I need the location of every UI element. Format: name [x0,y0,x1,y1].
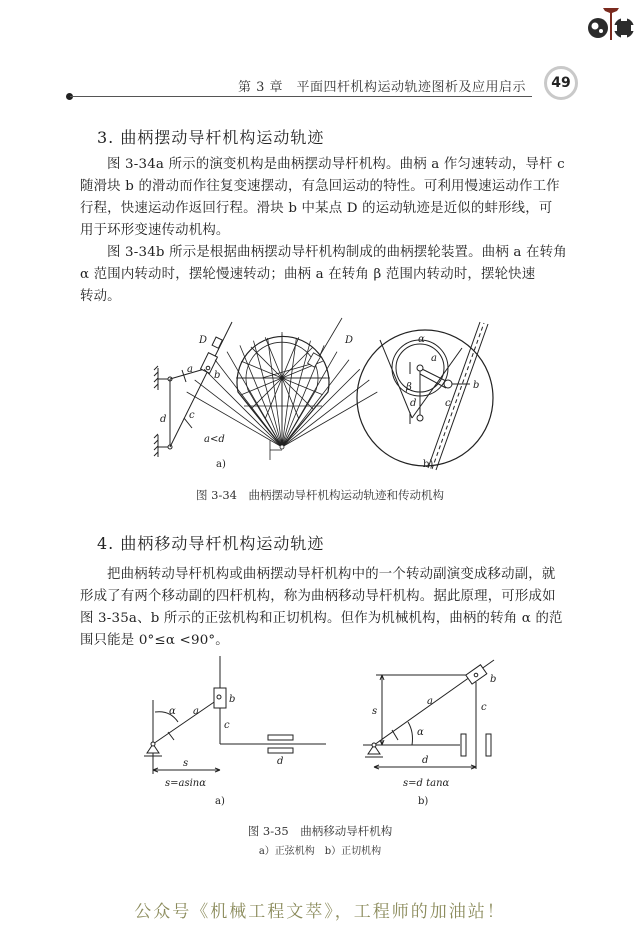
trajectory-ray [254,341,283,447]
section-3-paragraph-1 [80,154,565,242]
subfigure-label-b: b) [423,459,434,470]
label-c-b: c [445,398,451,409]
label-b-sine: b [229,694,236,705]
figure-3-34b-crank-wheel [357,322,493,470]
text-line: 随滑块 b 的滑动而作往复变速摆动，有急回运动的特性。可利用慢速运动作工作 [80,179,560,194]
figure-3-35-subcaption: a）正弦机构 b）正切机构 [258,846,382,857]
label-c-a: c [189,410,195,421]
figure-3-35-caption: 图 3-35 曲柄移动导杆机构 [247,824,393,838]
text-line: 行程，快速运动作返回行程。滑块 b 中某点 D 的运动轨迹是近似的蚌形线，可 [80,201,553,216]
text-line: 图 3-35a、b 所示的正弦机构和正切机构。但作为机械机构，曲柄的转角 α 的范 [80,611,563,626]
label-b-b: b [473,380,480,391]
label-d-sine: d [277,756,284,767]
trajectory-ray [187,392,282,447]
section-4-title: 4. 曲柄移动导杆机构运动轨迹 [97,534,325,553]
formula-tangent: s=d tanα [403,778,450,789]
label-alpha-b: α [418,334,425,345]
trajectory-ray [282,352,337,447]
text-line: 图 3-34a 所示的演变机构是曲柄摆动导杆机构。曲柄 a 作匀速转动，导杆 c [107,157,565,172]
section-3-paragraph-2 [80,242,567,308]
header-rule [70,96,532,97]
label-c-sine: c [224,720,230,731]
subfigure-label-b: b) [418,796,429,807]
label-b-tangent: b [490,674,497,685]
subfigure-label-a: a) [216,459,226,470]
label-alpha-tangent: α [417,727,424,738]
text-line: 围只能是 0°≤α <90°。 [80,633,229,648]
section-4-paragraph-1 [80,564,563,652]
label-d-a: d [160,414,167,425]
text-line: 形成了有两个移动副的四杆机构，称为曲柄移动导杆机构。据此原理，可形成如 [80,589,556,604]
figure-3-34-caption: 图 3-34 曲柄摆动导杆机构运动轨迹和传动机构 [196,488,444,502]
running-header [66,66,586,100]
label-d-b: d [410,398,417,409]
text-line: 图 3-34b 所示是根据曲柄摆动导杆机构制成的曲柄摆轮装置。曲柄 a 在转角 [107,245,567,260]
label-a-b: a [431,353,437,364]
trajectory-ray [282,392,377,447]
label-d-tangent: d [422,755,429,766]
label-b-a: b [214,370,221,381]
section-3-title: 3. 曲柄摆动导杆机构运动轨迹 [97,128,325,147]
label-c-tangent: c [481,702,487,713]
label-s-sine: s [183,758,189,769]
figure-3-35b-tangent-mechanism [363,660,497,769]
trajectory-ray [282,369,360,447]
label-D-trajectory: D [345,335,354,346]
publisher-logo [585,6,635,44]
label-a-tangent: a [427,696,433,707]
footer-promo-text: 公众号《机械工程文萃》，工程师的加油站！ [134,902,506,922]
label-a-sine: a [193,706,199,717]
label-beta-b: β [406,382,412,393]
text-line: α 范围内转动时，摆轮慢速转动；曲柄 a 在转角 β 范围内转动时，摆轮快速 [80,267,536,282]
text-line: 用于环形变速传动机构。 [80,223,230,238]
subfigure-label-a: a) [215,796,225,807]
label-s-tangent: s [372,706,378,717]
text-line: 把曲柄转动导杆机构或曲柄摆动导杆机构中的一个转动副演变成移动副，就 [107,567,556,582]
label-alpha-sine: α [169,706,176,717]
trajectory-ray [282,341,311,447]
figure-3-35 [130,652,520,812]
trajectory-ray [227,352,282,447]
text-line: 转动。 [80,289,121,304]
formula-sine: s=asinα [165,778,206,789]
page-number: 49 [544,66,578,100]
figure-3-34 [140,310,505,480]
label-a-a: a [187,364,193,375]
label-D-a: D [199,335,208,346]
chapter-title: 第 3 章 平面四杆机构运动轨迹图析及应用启示 [237,80,526,95]
label-condition: a<d [204,434,225,445]
